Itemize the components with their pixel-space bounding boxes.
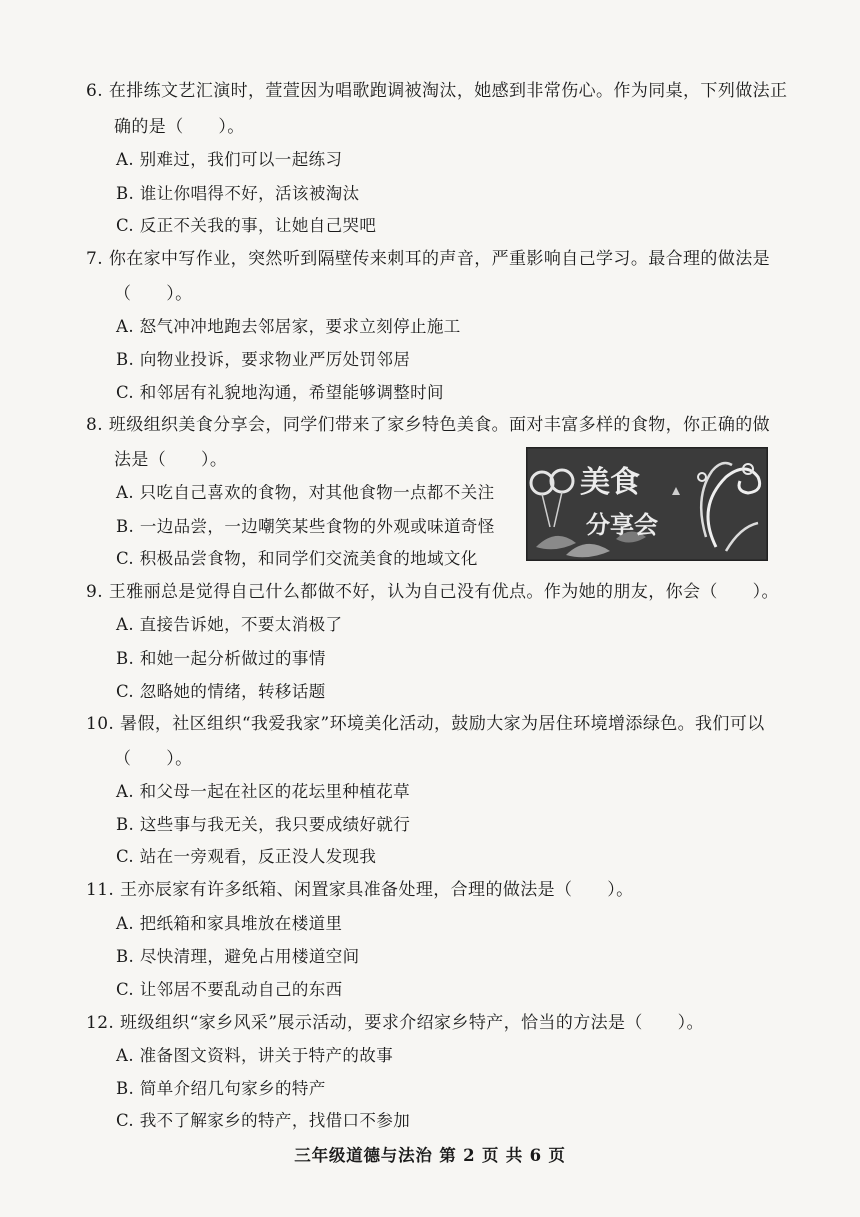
question-10-option-b: B. 这些事与我无关，我只要成绩好就行 — [116, 815, 411, 834]
question-8-stem-cont: 法是（ ）。 — [114, 450, 228, 470]
question-11-option-b: B. 尽快清理，避免占用楼道空间 — [116, 947, 360, 966]
question-12-option-b: B. 简单介绍几句家乡的特产 — [116, 1079, 326, 1098]
photo-caption-line2: 分享会 — [586, 510, 658, 539]
question-6-option-a: A. 别难过，我们可以一起练习 — [116, 150, 343, 169]
question-12-option-a: A. 准备图文资料，讲关于特产的故事 — [116, 1046, 394, 1065]
question-12-stem: 12. 班级组织“家乡风采”展示活动，要求介绍家乡特产，恰当的方法是（ ）。 — [86, 1013, 704, 1033]
question-12-option-c: C. 我不了解家乡的特产，找借口不参加 — [116, 1111, 411, 1130]
question-8-option-b: B. 一边品尝，一边嘲笑某些食物的外观或味道奇怪 — [116, 517, 495, 536]
question-6-option-b: B. 谁让你唱得不好，活该被淘汰 — [116, 184, 360, 203]
question-9-option-a: A. 直接告诉她，不要太消极了 — [116, 615, 343, 634]
question-11-option-c: C. 让邻居不要乱动自己的东西 — [116, 980, 343, 999]
question-10-option-a: A. 和父母一起在社区的花坛里种植花草 — [116, 782, 411, 801]
food-sharing-photo — [526, 447, 768, 561]
question-8-option-c: C. 积极品尝食物，和同学们交流美食的地域文化 — [116, 549, 478, 568]
question-9-option-c: C. 忽略她的情绪，转移话题 — [116, 682, 326, 701]
question-11-stem: 11. 王亦辰家有许多纸箱、闲置家具准备处理，合理的做法是（ ）。 — [86, 880, 634, 900]
question-10-option-c: C. 站在一旁观看，反正没人发现我 — [116, 847, 377, 866]
question-6-stem-cont: 确的是（ ）。 — [114, 117, 245, 137]
question-10-stem: 10. 暑假，社区组织“我爱我家”环境美化活动，鼓励大家为居住环境增添绿色。我们可以 — [86, 714, 765, 734]
photo-decoration-icon — [526, 447, 768, 561]
page-footer: 三年级道德与法治 第 2 页 共 6 页 — [294, 1146, 566, 1165]
question-7-option-c: C. 和邻居有礼貌地沟通，希望能够调整时间 — [116, 383, 444, 402]
question-8-stem: 8. 班级组织美食分享会，同学们带来了家乡特色美食。面对丰富多样的食物，你正确的做 — [86, 415, 771, 435]
question-9-option-b: B. 和她一起分析做过的事情 — [116, 649, 326, 668]
question-6-option-c: C. 反正不关我的事，让她自己哭吧 — [116, 216, 377, 235]
question-10-stem-cont: （ ）。 — [114, 749, 193, 769]
question-11-option-a: A. 把纸箱和家具堆放在楼道里 — [116, 914, 343, 933]
question-7-option-a: A. 怒气冲冲地跑去邻居家，要求立刻停止施工 — [116, 317, 461, 336]
question-6-stem: 6. 在排练文艺汇演时，萱萱因为唱歌跑调被淘汰，她感到非常伤心。作为同桌，下列做法正 — [86, 81, 788, 101]
question-7-option-b: B. 向物业投诉，要求物业严厉处罚邻居 — [116, 350, 411, 369]
question-8-option-a: A. 只吃自己喜欢的食物，对其他食物一点都不关注 — [116, 483, 495, 502]
question-7-stem-cont: （ ）。 — [114, 284, 193, 304]
question-9-stem: 9. 王雅丽总是觉得自己什么都做不好，认为自己没有优点。作为她的朋友，你会（ ）。 — [86, 582, 779, 602]
photo-caption-line1: 美食 — [580, 465, 640, 500]
question-7-stem: 7. 你在家中写作业，突然听到隔壁传来刺耳的声音，严重影响自己学习。最合理的做法是 — [86, 249, 771, 269]
